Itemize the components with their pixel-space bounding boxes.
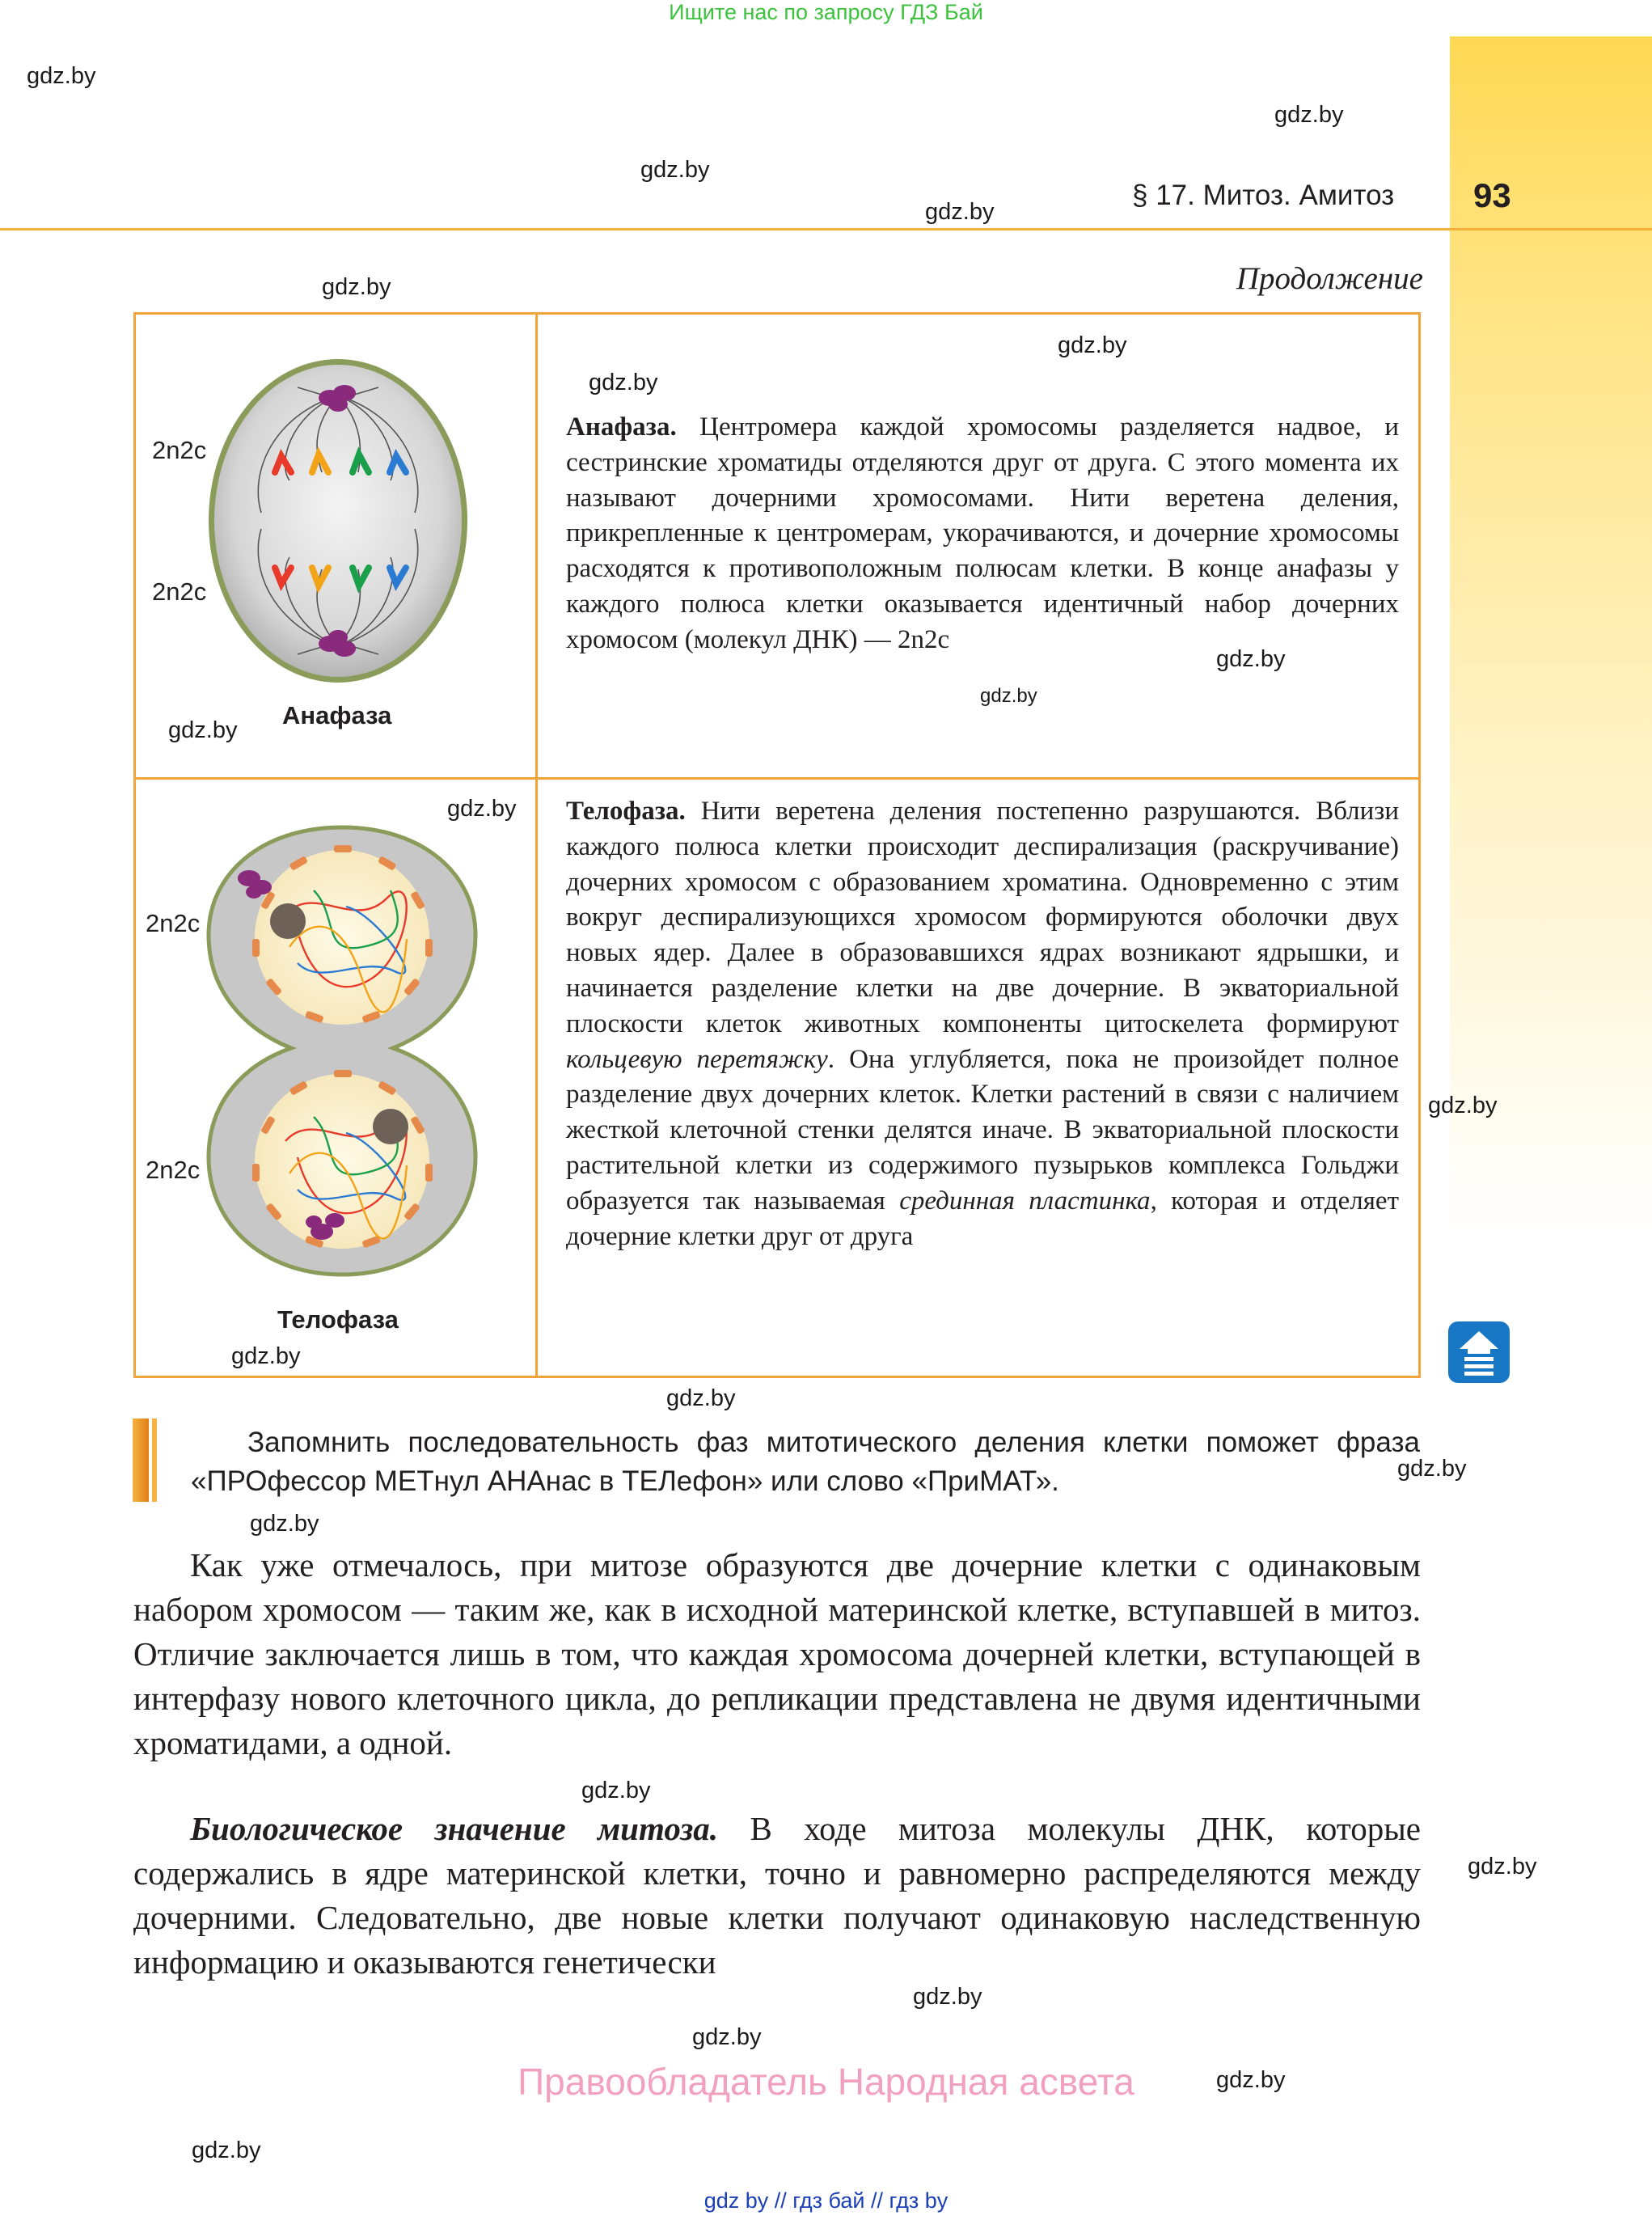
watermark: gdz.by xyxy=(447,796,517,822)
watermark: gdz.by xyxy=(581,1778,651,1803)
anaphase-cell-illustration xyxy=(201,351,475,707)
middle-lamella-term: срединная пластинка xyxy=(899,1186,1151,1216)
telophase-text-3: , которая и отделяет дочерние клетки друг от друга xyxy=(566,1186,1399,1251)
page-number: 93 xyxy=(1473,176,1511,214)
table-divider-horizontal xyxy=(136,777,1418,780)
home-icon[interactable] xyxy=(1448,1321,1510,1383)
telophase-label-bottom: 2n2c xyxy=(146,1156,201,1184)
watermark: gdz.by xyxy=(1468,1854,1537,1879)
watermark: gdz.by xyxy=(322,274,391,300)
watermark: gdz.by xyxy=(980,685,1037,707)
footer-links[interactable]: gdz by // гдз бай // гдз by xyxy=(703,2188,949,2213)
watermark: gdz.by xyxy=(192,2137,261,2163)
watermark: gdz.by xyxy=(1397,1456,1467,1482)
telophase-text-2: . Она углубляется, пока не произойдет полное разделение двух дочерних клеток. Клетки растений в связи с наличием жесткой клеточной стенки делятся иначе. В экваториальной плоскости растительной клетки из содержимого пузырьков комплекса Гольджи образуется так называемая xyxy=(566,1044,1399,1216)
watermark: gdz.by xyxy=(1058,332,1127,358)
watermark: gdz.by xyxy=(640,157,710,183)
memo-accent-bar-thin xyxy=(152,1419,157,1502)
memo-accent-bar xyxy=(133,1419,149,1502)
anaphase-description xyxy=(566,410,1399,658)
telophase-cell-illustration xyxy=(201,818,484,1287)
section-title: § 17. Митоз. Амитоз xyxy=(1132,180,1395,211)
paragraph-1: Как уже отмечалось, при митозе образуются две дочерние клетки с одинаковым набором хромосом — таким же, как в исходной материнской клетке, вступавшей в митоз. Отличие заключается лишь в том, что каждая хромосома дочерней клетки, вступающей в интерфазу нового клеточного цикла, до репликации представлена не двумя идентичными хроматидами, а одной. xyxy=(133,1546,1421,1761)
watermark: gdz.by xyxy=(666,1385,736,1411)
watermark: gdz.by xyxy=(589,370,658,395)
watermark: gdz.by xyxy=(250,1511,319,1537)
watermark: gdz.by xyxy=(913,1984,982,2010)
paragraph-2-text: В ходе митоза молекулы ДНК, которые содержались в ядре материнской клетки, точно и равномерно распределяются между дочерними. Следовательно, две новые клетки получают одинаковую наследственную информацию и оказываются генетически xyxy=(133,1810,1421,1981)
anaphase-label-bottom: 2n2c xyxy=(152,577,207,606)
watermark: gdz.by xyxy=(1216,2067,1286,2093)
watermark: gdz.by xyxy=(925,199,995,225)
continuation-label: Продолжение xyxy=(1236,261,1423,296)
table-divider-vertical xyxy=(535,315,538,1376)
home-arrow-icon xyxy=(1448,1321,1510,1383)
telophase-description xyxy=(566,794,1399,1254)
anaphase-heading: Анафаза. xyxy=(566,412,677,442)
telophase-heading: Телофаза. xyxy=(566,797,686,826)
telophase-figure-caption: Телофаза xyxy=(277,1305,399,1334)
anaphase-label-top: 2n2c xyxy=(152,436,207,464)
paragraph-2 xyxy=(133,1807,1421,1985)
watermark: gdz.by xyxy=(1216,646,1286,672)
telophase-text-1: Нити веретена деления постепенно разрушаются. Вблизи каждого полюса клетки происходит деспирализация (раскручивание) дочерних хромосом с образованием хроматина. Одновременно с этим вокруг деспирализующихся хромосом формируются оболочки двух новых ядер. Далее в образовавшихся ядрах возникают ядрышки, и начинается разделение клетки на две дочерние. В экваториальной плоскости клеток животных компоненты цитоскелета формируют xyxy=(566,797,1400,1038)
watermark: gdz.by xyxy=(231,1343,301,1369)
ring-constriction-term: кольцевую перетяжку xyxy=(566,1044,828,1074)
side-color-band xyxy=(1450,36,1652,1233)
copyright-notice: Правообладатель Народная асвета xyxy=(518,2061,1134,2103)
anaphase-figure-caption: Анафаза xyxy=(282,701,392,729)
watermark: gdz.by xyxy=(168,717,238,743)
top-banner: Ищите нас по запросу ГДЗ Бай xyxy=(669,0,983,24)
watermark: gdz.by xyxy=(1274,102,1344,128)
watermark: gdz.by xyxy=(692,2024,762,2050)
paragraph-2-heading: Биологическое значение митоза. xyxy=(190,1810,719,1847)
watermark: gdz.by xyxy=(27,63,96,89)
telophase-label-top: 2n2c xyxy=(146,909,201,937)
header-divider xyxy=(0,228,1652,230)
anaphase-text: Центромера каждой хромосомы разделяется надвое, и сестринские хроматиды отделяются друг от друга. С этого момента их называют дочерними хромосомами. Нити веретена деления, прикрепленные к центромерам, укорачиваются, и дочерние хромосомы расходятся к противоположным полюсам клетки. В конце анафазы у каждого полюса клетки оказывается идентичный набор дочерних хромосом (молекул ДНК) — 2n2c xyxy=(566,412,1399,654)
memo-text: Запомнить последовательность фаз митотического деления клетки поможет фраза «ПРОфессор МЕТнул АНАнас в ТЕЛефон» или слово «ПриМАТ». xyxy=(191,1427,1420,1497)
watermark: gdz.by xyxy=(1428,1093,1498,1118)
